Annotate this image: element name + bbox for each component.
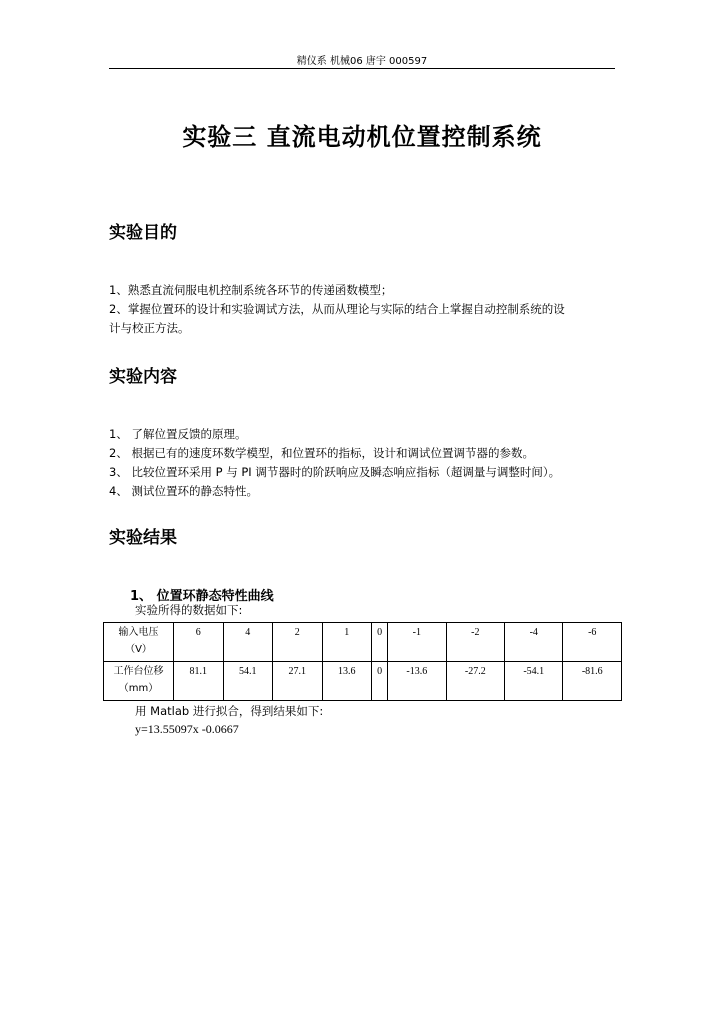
- page-header: 精仪系 机械06 唐宇 000597: [296, 56, 428, 67]
- heading-content: 实验内容: [109, 367, 177, 387]
- table-cell: -27.2: [446, 662, 504, 701]
- unit-text: （mm）: [118, 683, 159, 694]
- table-cell: 0: [372, 662, 388, 701]
- row-label-voltage: [104, 623, 174, 662]
- heading-results: 实验结果: [109, 528, 177, 548]
- table-cell: 2: [273, 623, 323, 662]
- table-cell: 81.1: [174, 662, 224, 701]
- table-cell: 4: [223, 623, 273, 662]
- table-cell: 27.1: [273, 662, 323, 701]
- table-cell: -1: [388, 623, 446, 662]
- unit-text: （V）: [125, 644, 152, 655]
- page-title: 实验三 直流电动机位置控制系统: [182, 123, 542, 151]
- content-line-2: 2、 根据已有的速度环数学模型，和位置环的指标，设计和调试位置调节器的参数。: [109, 446, 534, 460]
- table-intro: 实验所得的数据如下:: [135, 603, 243, 617]
- table-cell: -81.6: [563, 662, 622, 701]
- label-text: 工作台位移: [113, 666, 164, 677]
- heading-purpose: 实验目的: [109, 223, 177, 243]
- table-cell: 54.1: [223, 662, 273, 701]
- content-line-4: 4、 测试位置环的静态特性。: [109, 484, 258, 498]
- table-cell: -4: [505, 623, 563, 662]
- data-table: [103, 622, 622, 701]
- table-cell: 0: [372, 623, 388, 662]
- table-cell: -6: [563, 623, 622, 662]
- table-cell: -2: [446, 623, 504, 662]
- purpose-line-1: 1、熟悉直流伺服电机控制系统各环节的传递函数模型；: [109, 283, 393, 297]
- table-row: [104, 662, 622, 701]
- table-cell: -13.6: [388, 662, 446, 701]
- fit-intro: 用 Matlab 进行拟合，得到结果如下:: [135, 704, 324, 718]
- content-line-3: 3、 比较位置环采用 P 与 PI 调节器时的阶跃响应及瞬态响应指标（超调量与调整时间）。: [109, 465, 561, 479]
- row-label-displacement: [104, 662, 174, 701]
- purpose-line-3: 计与校正方法。: [109, 321, 190, 335]
- table-cell: -54.1: [505, 662, 563, 701]
- purpose-line-2: 2、掌握位置环的设计和实验调试方法，从而从理论与实际的结合上掌握自动控制系统的设: [109, 302, 565, 316]
- header-divider: [109, 68, 615, 69]
- sub-heading-static-curve: 1、 位置环静态特性曲线: [130, 589, 274, 604]
- table-cell: 13.6: [322, 662, 372, 701]
- fit-result: y=13.55097x -0.0667: [135, 722, 239, 736]
- table-cell: 1: [322, 623, 372, 662]
- label-text: 输入电压: [118, 627, 159, 638]
- table-row: [104, 623, 622, 662]
- table-cell: 6: [174, 623, 224, 662]
- content-line-1: 1、 了解位置反馈的原理。: [109, 427, 247, 441]
